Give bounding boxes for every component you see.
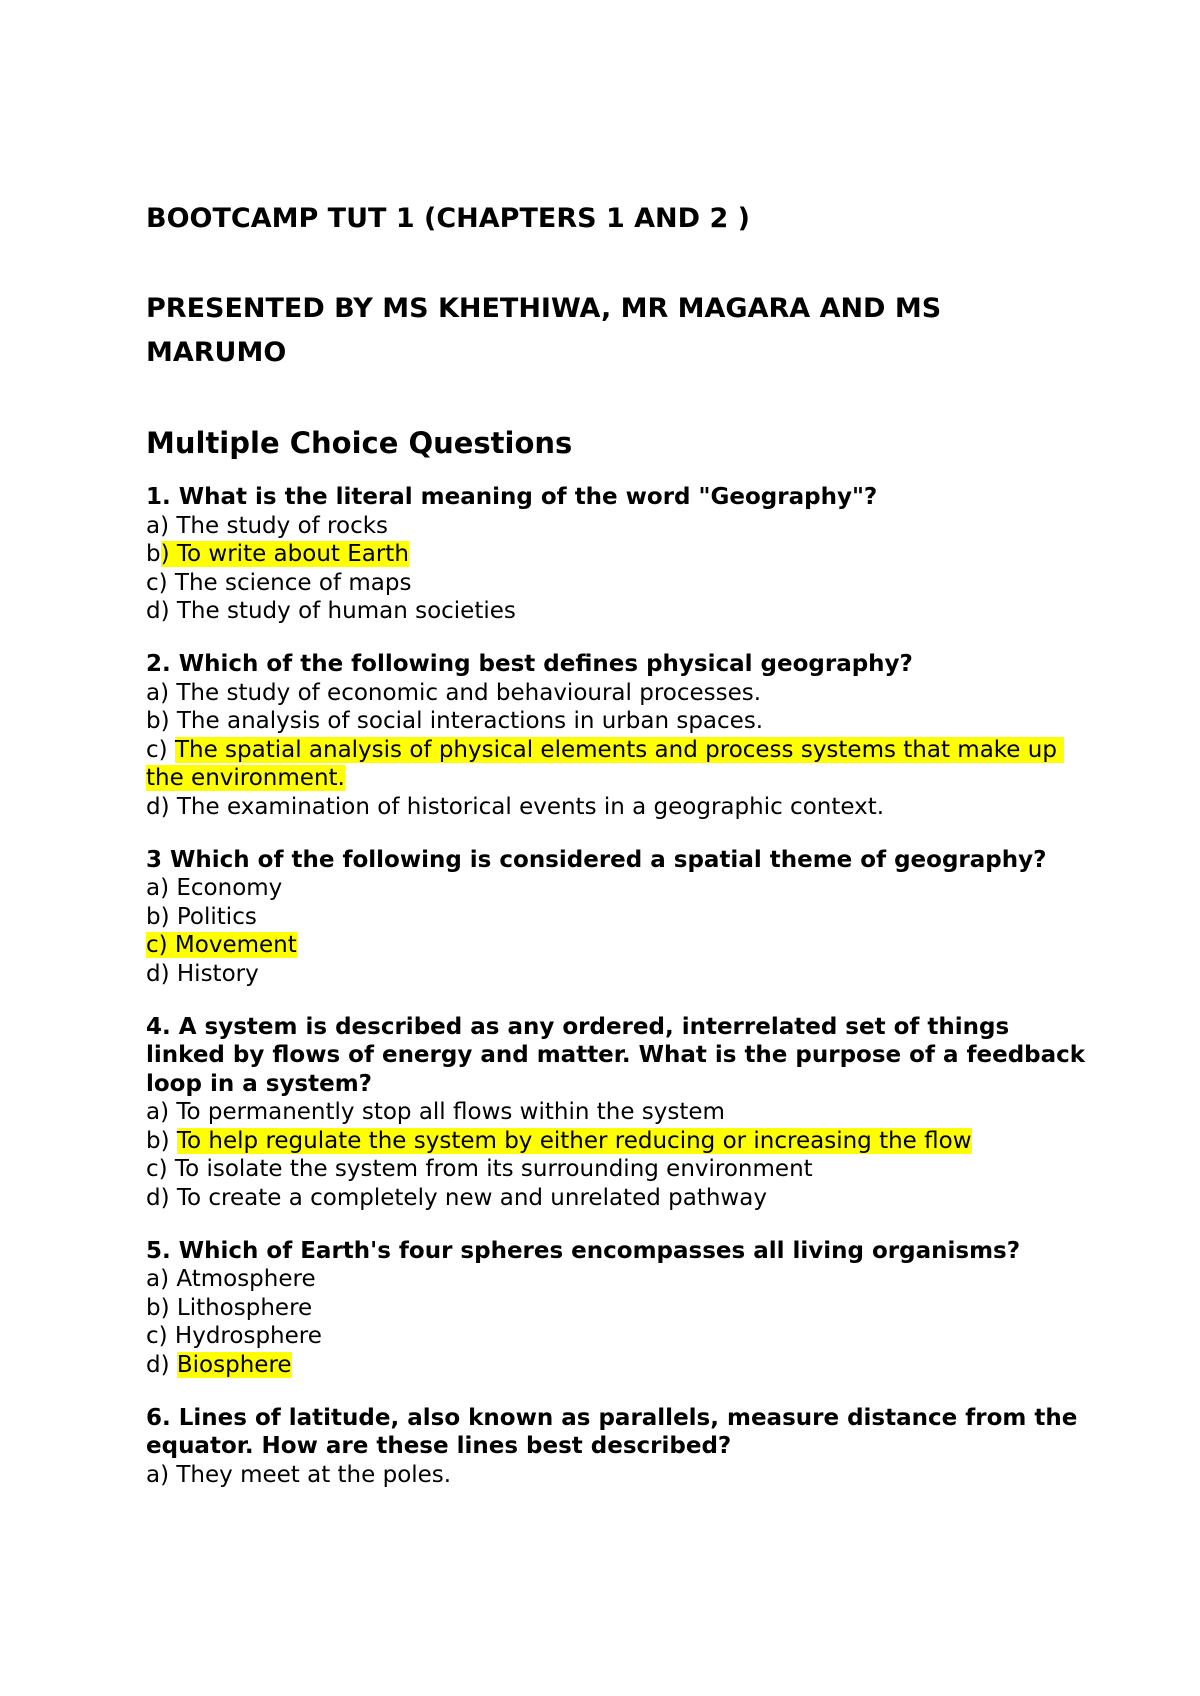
answer-option [146, 1351, 1086, 1380]
question-text: 6. Lines of latitude, also known as parallels, measure distance from the equator. How are these lines best described? [146, 1404, 1078, 1460]
option-text: a) To permanently stop all flows within the system [146, 1099, 725, 1126]
question-text: 4. A system is described as any ordered, interrelated set of things linked by flows of energy and matter. What is the purpose of a feedback loop in a system? [146, 1013, 1086, 1097]
option-text: a) The study of rocks [146, 512, 389, 539]
question-text: 5. Which of Earth's four spheres encompasses all living organisms? [146, 1237, 1021, 1264]
answer-option [146, 1265, 1086, 1294]
document-page [146, 200, 1086, 1513]
option-text: a) Atmosphere [146, 1266, 316, 1293]
answer-option [146, 540, 1086, 569]
question-text: 3 Which of the following is considered a spatial theme of geography? [146, 846, 1047, 873]
answer-option [146, 512, 1086, 541]
answer-option [146, 736, 1086, 793]
answer-option [146, 960, 1086, 989]
answer-option [146, 931, 1086, 960]
option-text: d) The study of human societies [146, 598, 516, 625]
question-text: 2. Which of the following best defines physical geography? [146, 650, 913, 677]
option-text: b) Lithosphere [146, 1294, 313, 1321]
option-text: c) [146, 736, 175, 763]
question-text: 1. What is the literal meaning of the word "Geography"? [146, 484, 878, 510]
question-block [146, 846, 1086, 989]
option-text: a) They meet at the poles. [146, 1461, 452, 1488]
section-heading: Multiple Choice Questions [146, 426, 573, 460]
option-text: b) The analysis of social interactions in urban spaces. [146, 708, 764, 735]
answer-option [146, 1127, 1086, 1156]
question-block [146, 650, 1086, 822]
answer-option [146, 1322, 1086, 1351]
option-text: d) The examination of historical events in a geographic context. [146, 793, 885, 820]
answer-option [146, 1155, 1086, 1184]
presenters-line: PRESENTED BY MS KHETHIWA, MR MAGARA AND MS MARUMO [146, 293, 942, 368]
question-block [146, 1404, 1086, 1490]
highlighted-answer: ) To write about Earth [160, 541, 409, 568]
option-text: d) To create a completely new and unrelated pathway [146, 1185, 767, 1212]
answer-option [146, 1184, 1086, 1213]
question-list [146, 483, 1086, 1489]
option-text: b) Politics [146, 903, 257, 930]
option-text: d) History [146, 960, 259, 987]
answer-option [146, 874, 1086, 903]
highlighted-answer: To help regulate the system by either reducing or increasing the flow [176, 1127, 972, 1154]
answer-option [146, 597, 1086, 626]
option-text: c) To isolate the system from its surrounding environment [146, 1156, 813, 1183]
option-text: a) The study of economic and behavioural processes. [146, 679, 762, 706]
answer-option [146, 903, 1086, 932]
highlighted-answer: c) Movement [146, 932, 297, 959]
option-text: c) The science of maps [146, 569, 412, 596]
question-block [146, 1013, 1086, 1213]
highlighted-answer: The spatial analysis of physical elements and process systems that make up the environment. [146, 736, 1065, 792]
highlighted-answer: Biosphere [176, 1352, 292, 1379]
option-text: d) [146, 1352, 177, 1379]
option-text: c) Hydrosphere [146, 1323, 322, 1350]
answer-option [146, 1461, 1086, 1490]
question-block [146, 483, 1086, 626]
document-title: BOOTCAMP TUT 1 (CHAPTERS 1 AND 2 ) [146, 203, 750, 234]
option-text: b [146, 541, 161, 568]
option-text: b) [146, 1127, 177, 1154]
option-text: a) Economy [146, 875, 283, 902]
answer-option [146, 1294, 1086, 1323]
answer-option [146, 569, 1086, 598]
question-block [146, 1237, 1086, 1380]
answer-option [146, 707, 1086, 736]
answer-option [146, 679, 1086, 708]
answer-option [146, 793, 1086, 822]
answer-option [146, 1098, 1086, 1127]
